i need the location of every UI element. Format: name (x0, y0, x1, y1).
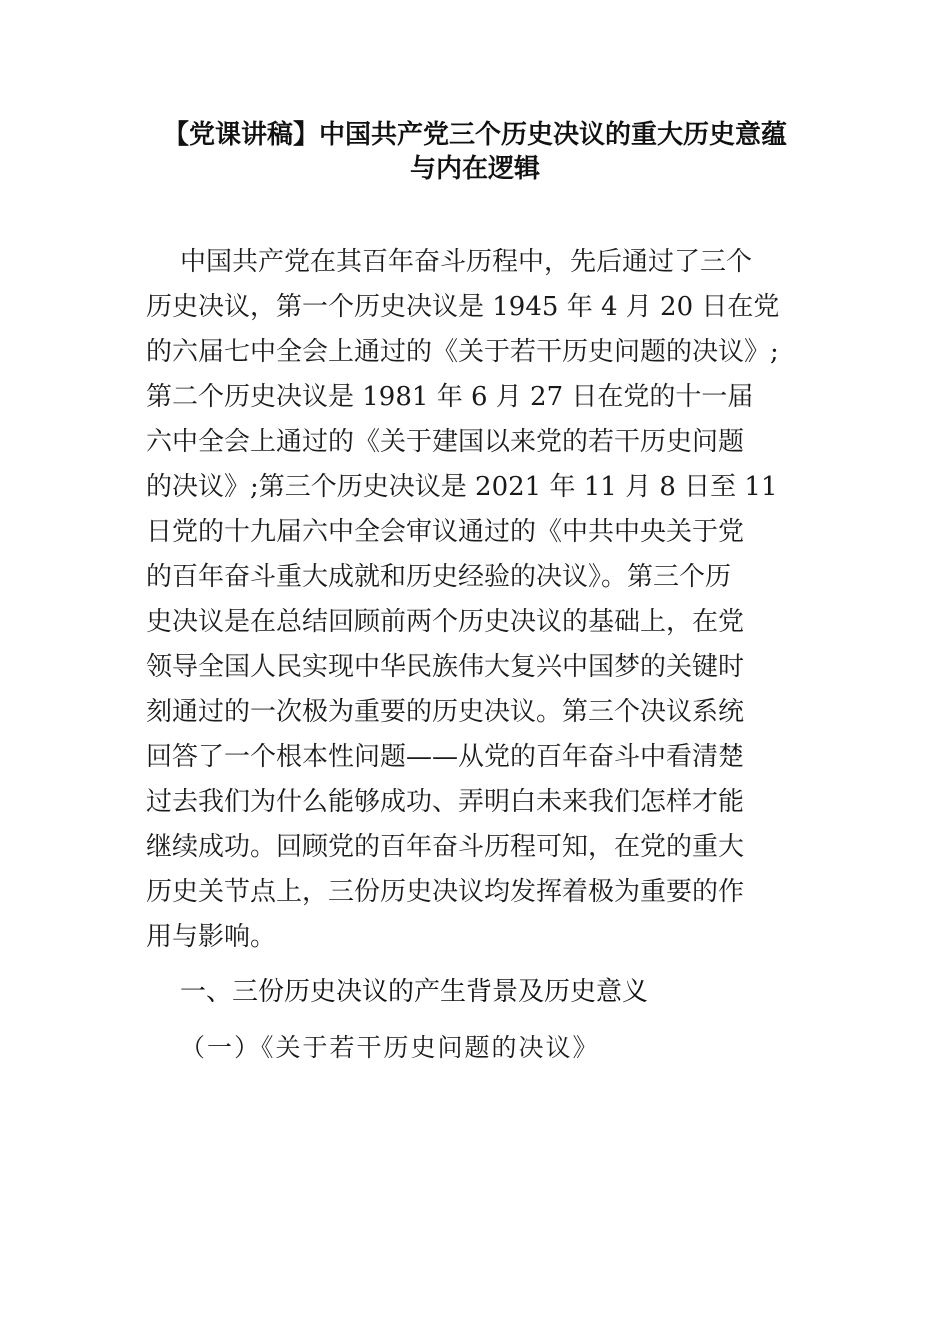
paragraph-line: 史决议是在总结回顾前两个历史决议的基础上，在党 (146, 607, 745, 637)
paragraph-line: 刻通过的一次极为重要的历史决议。第三个决议系统 (146, 697, 745, 727)
paragraph-line: 中国共产党在其百年奋斗历程中，先后通过了三个 (180, 247, 753, 277)
subsection-heading: （一）《关于若干历史问题的决议》 (180, 1033, 600, 1062)
document-title-line-1: 【党课讲稿】中国共产党三个历史决议的重大历史意蕴 (162, 120, 787, 150)
paragraph-line: 六中全会上通过的《关于建国以来党的若干历史问题 (146, 427, 745, 457)
paragraph-line: 领导全国人民实现中华民族伟大复兴中国梦的关键时 (146, 652, 745, 682)
intro-paragraph (146, 240, 826, 960)
paragraph-line: 继续成功。回顾党的百年奋斗历程可知，在党的重大 (146, 832, 745, 862)
paragraph-line: 日党的十九届六中全会审议通过的《中共中央关于党 (146, 517, 745, 547)
section-heading: 一、三份历史决议的产生背景及历史意义 (180, 977, 649, 1007)
document-title-line-2: 与内在逻辑 (409, 154, 540, 184)
paragraph-line: 用与影响。 (146, 922, 277, 952)
paragraph-line: 第二个历史决议是 1981 年 6 月 27 日在党的十一届 (146, 382, 754, 412)
paragraph-line: 的六届七中全会上通过的《关于若干历史问题的决议》; (146, 337, 779, 367)
paragraph-line: 回答了一个根本性问题——从党的百年奋斗中看清楚 (146, 742, 745, 772)
paragraph-line: 历史关节点上，三份历史决议均发挥着极为重要的作 (146, 877, 745, 907)
paragraph-line: 的百年奋斗重大成就和历史经验的决议》。第三个历 (146, 562, 732, 592)
paragraph-line: 历史决议，第一个历史决议是 1945 年 4 月 20 日在党 (146, 292, 780, 322)
paragraph-line: 的决议》;第三个历史决议是 2021 年 11 月 8 日至 11 (146, 472, 778, 502)
paragraph-line: 过去我们为什么能够成功、弄明白未来我们怎样才能 (146, 787, 745, 817)
